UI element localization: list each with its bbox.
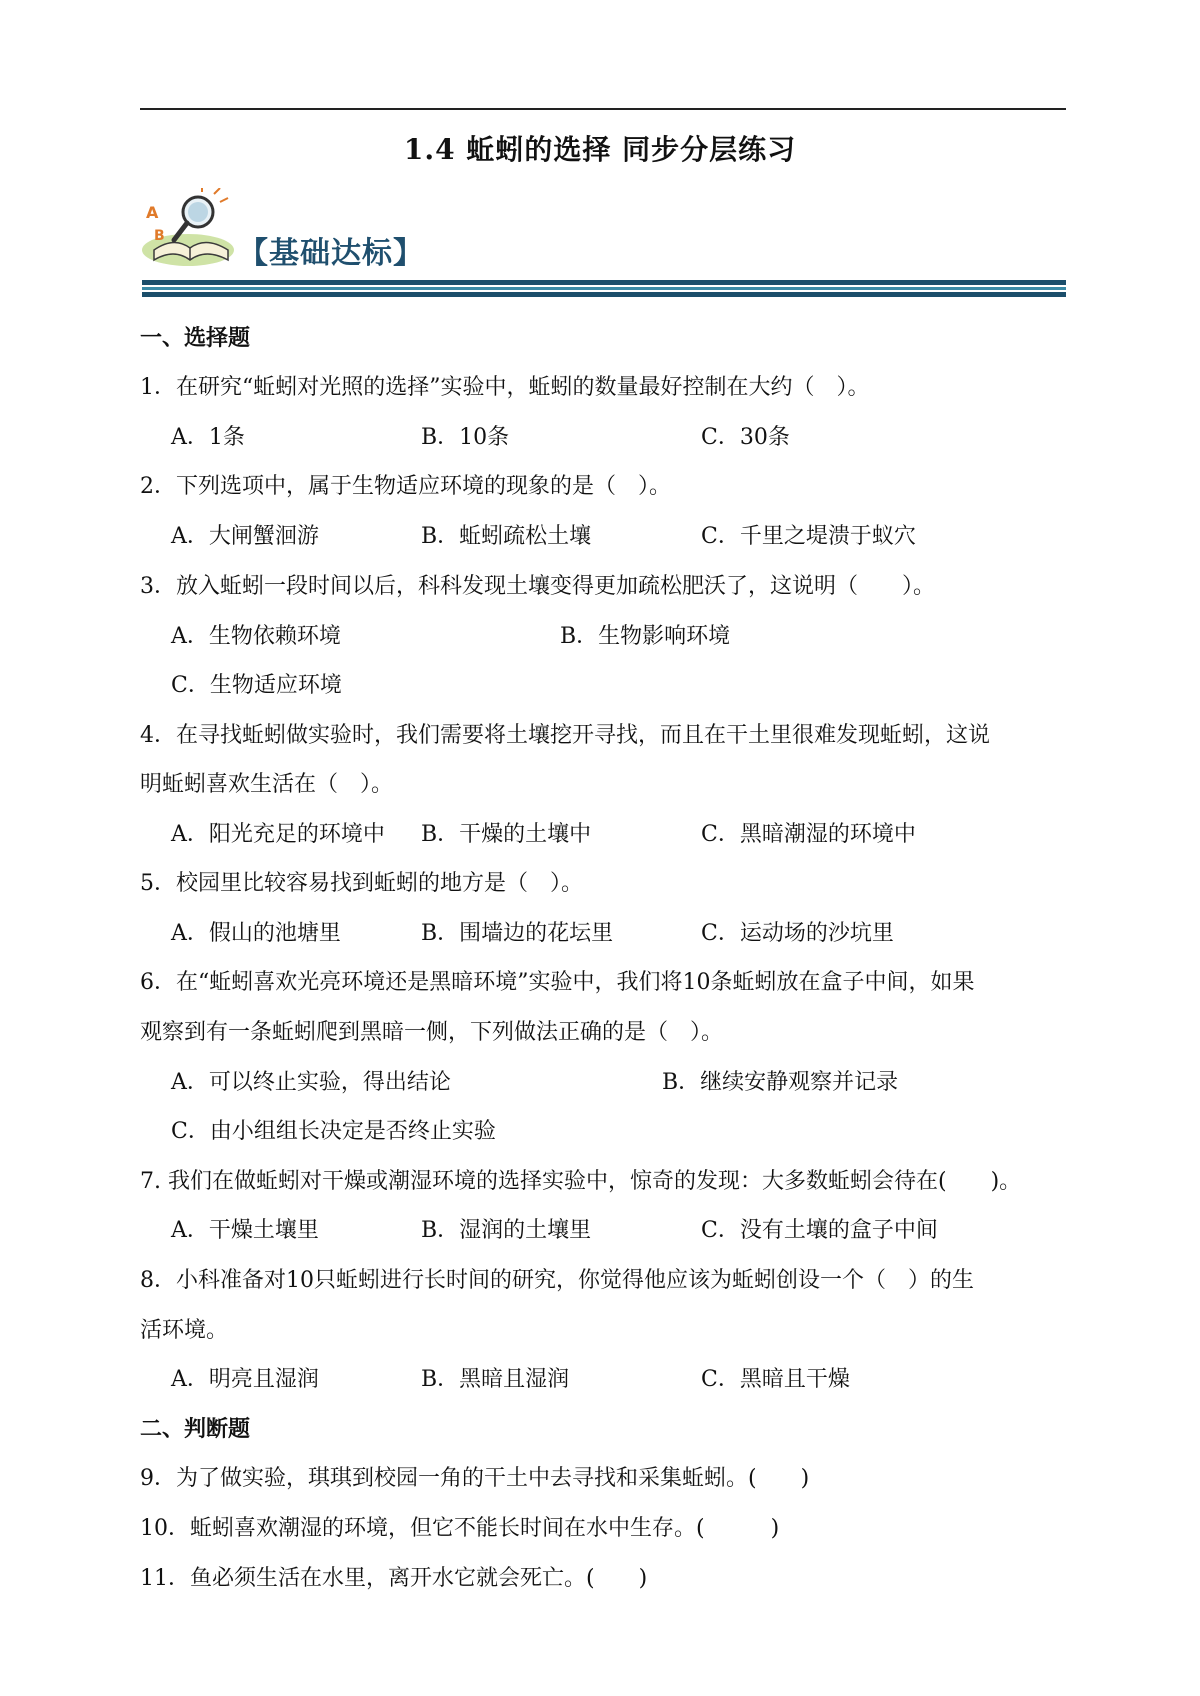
option-b: B．10条 (421, 425, 510, 450)
option-b: B．继续安静观察并记录 (662, 1070, 899, 1095)
option-b: B．生物影响环境 (560, 624, 731, 649)
option-c: C．生物适应环境 (171, 673, 342, 698)
page-title: 1.4 蚯蚓的选择 同步分层练习 (403, 133, 797, 166)
option-a: A．可以终止实验，得出结论 (171, 1070, 451, 1095)
banner-rule (142, 292, 1066, 297)
question-stem: 3．放入蚯蚓一段时间以后，科科发现土壤变得更加疏松肥沃了，这说明（ ）。 (140, 574, 935, 599)
option-c: C．没有土壤的盒子中间 (701, 1218, 938, 1243)
option-a: A．明亮且湿润 (171, 1367, 319, 1392)
option-a: A．大闸蟹洄游 (171, 524, 319, 549)
question-stem: 2．下列选项中，属于生物适应环境的现象的是（ ）。 (140, 474, 671, 499)
section-heading-judge: 二、判断题 (140, 1416, 251, 1442)
option-b: B．湿润的土壤里 (421, 1218, 592, 1243)
banner-label: 【基础达标】 (238, 236, 424, 271)
question-stem-continued: 明蚯蚓喜欢生活在（ ）。 (140, 772, 394, 797)
section-heading-choice: 一、选择题 (140, 325, 251, 351)
option-c: C．运动场的沙坑里 (701, 921, 894, 946)
option-a: A．假山的池塘里 (171, 921, 341, 946)
option-a: A．阳光充足的环境中 (171, 822, 385, 847)
option-c: C．千里之堤溃于蚁穴 (701, 524, 916, 549)
judgement-item: 10．蚯蚓喜欢潮湿的环境，但它不能长时间在水中生存。( ) (140, 1516, 780, 1541)
banner-rule (142, 280, 1066, 285)
option-b: B．围墙边的花坛里 (421, 921, 614, 946)
question-stem: 6．在“蚯蚓喜欢光亮环境还是黑暗环境”实验中，我们将10条蚯蚓放在盒子中间，如果 (140, 970, 975, 995)
option-a: A．生物依赖环境 (171, 624, 341, 649)
judgement-item: 11．鱼必须生活在水里，离开水它就会死亡。( ) (140, 1566, 648, 1591)
magnifier-book-icon (140, 188, 240, 278)
option-b: B．干燥的土壤中 (421, 822, 592, 847)
judgement-item: 9．为了做实验，琪琪到校园一角的干土中去寻找和采集蚯蚓。( ) (140, 1466, 810, 1491)
banner-rule (142, 287, 1066, 290)
question-stem: 7. 我们在做蚯蚓对干燥或潮湿环境的选择实验中，惊奇的发现：大多数蚯蚓会待在( )。 (140, 1169, 1022, 1194)
option-a: A．1条 (171, 425, 245, 450)
option-c: C．由小组组长决定是否终止实验 (171, 1119, 496, 1144)
option-a: A．干燥土壤里 (171, 1218, 319, 1243)
question-stem: 8．小科准备对10只蚯蚓进行长时间的研究，你觉得他应该为蚯蚓创设一个（ ）的生 (140, 1268, 974, 1293)
option-c: C．黑暗潮湿的环境中 (701, 822, 916, 847)
svg-text:B: B (154, 228, 165, 244)
option-b: B．黑暗且湿润 (421, 1367, 570, 1392)
question-stem: 5．校园里比较容易找到蚯蚓的地方是（ ）。 (140, 871, 583, 896)
svg-text:A: A (146, 203, 159, 222)
question-stem: 1．在研究“蚯蚓对光照的选择”实验中，蚯蚓的数量最好控制在大约（ ）。 (140, 375, 870, 400)
section-banner (140, 188, 1066, 298)
question-stem-continued: 活环境。 (140, 1318, 229, 1343)
option-b: B．蚯蚓疏松土壤 (421, 524, 592, 549)
option-c: C．30条 (701, 425, 790, 450)
top-rule (140, 108, 1066, 110)
question-stem-continued: 观察到有一条蚯蚓爬到黑暗一侧，下列做法正确的是（ ）。 (140, 1020, 724, 1045)
option-c: C．黑暗且干燥 (701, 1367, 850, 1392)
question-stem: 4．在寻找蚯蚓做实验时，我们需要将土壤挖开寻找，而且在干土里很难发现蚯蚓，这说 (140, 723, 990, 748)
